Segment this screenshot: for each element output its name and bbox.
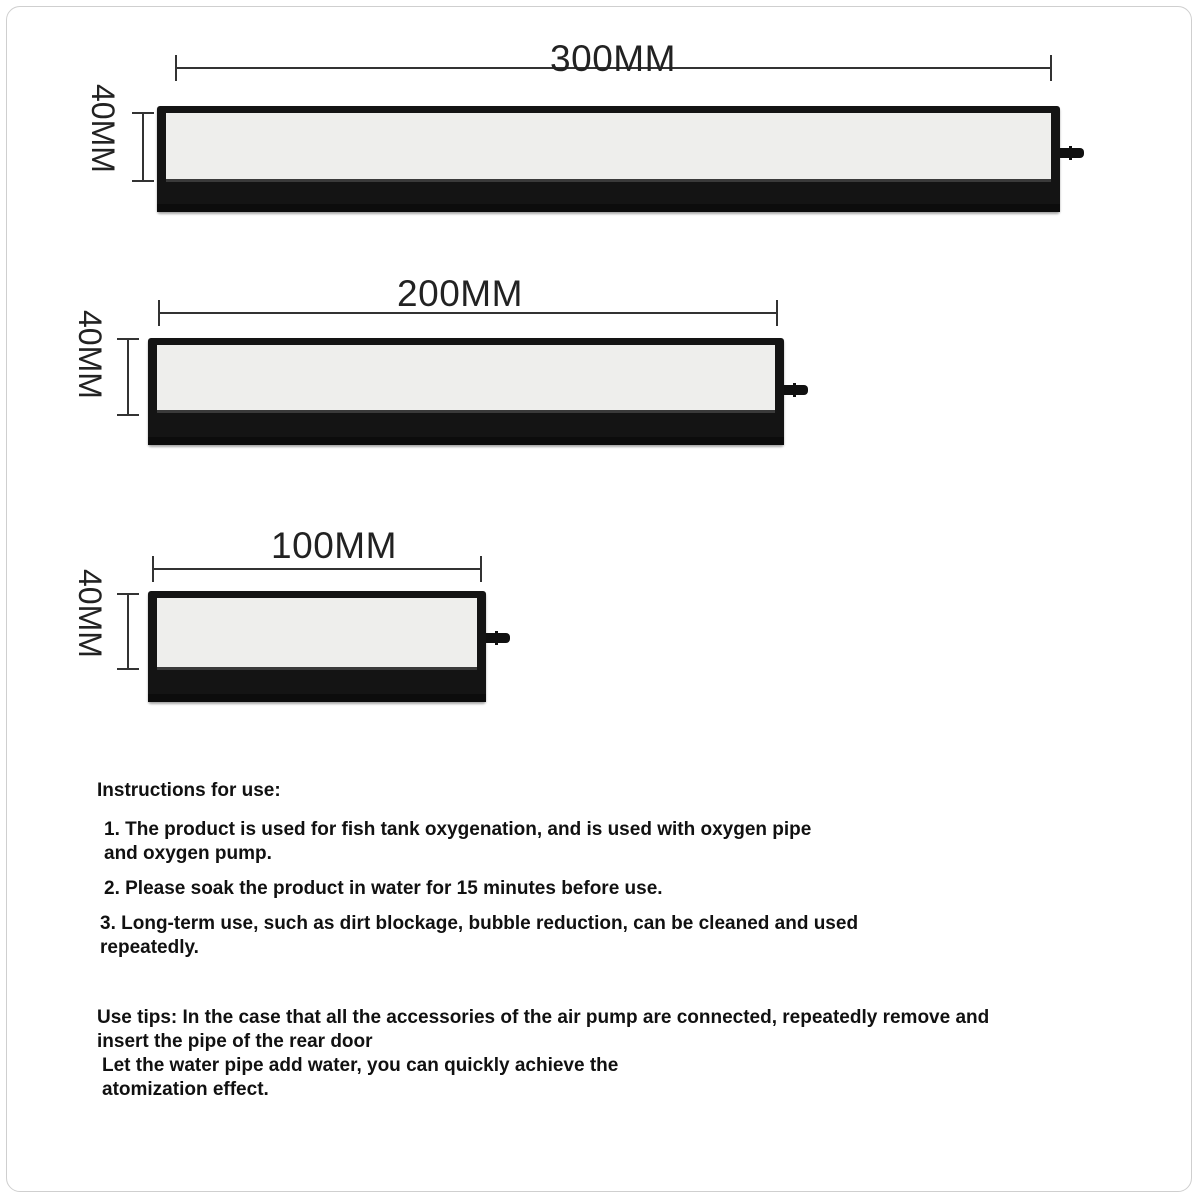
instruction-item-3: 3. Long-term use, such as dirt blockage, bubble reduction, can be cleaned and used repeatedly. xyxy=(100,913,859,958)
width-label: 40MM xyxy=(72,569,108,658)
use-tips-section xyxy=(97,1006,1107,1102)
width-label: 40MM xyxy=(85,84,121,173)
use-tips-line-3: Let the water pipe add water, you can quickly achieve the xyxy=(102,1055,619,1076)
length-label: 100MM xyxy=(271,525,397,566)
use-tips-line-4: atomization effect. xyxy=(102,1079,269,1100)
use-tips-line-1: Use tips: In the case that all the accessories of the air pump are connected, repeatedly remove and xyxy=(97,1007,990,1028)
instructions-title: Instructions for use: xyxy=(97,780,281,801)
instruction-item-1: 1. The product is used for fish tank oxygenation, and is used with oxygen pipe and oxygen pump. xyxy=(104,819,812,864)
length-label: 200MM xyxy=(397,273,523,314)
width-label: 40MM xyxy=(72,310,108,399)
width-dimension-line xyxy=(127,338,129,416)
instructions-section xyxy=(97,780,1097,971)
length-label: 300MM xyxy=(550,38,676,79)
air-stone-body xyxy=(148,338,784,445)
air-inlet-nozzle xyxy=(486,633,510,643)
air-inlet-nozzle xyxy=(1060,148,1084,158)
stone-porous-face xyxy=(157,345,775,413)
air-stone-body xyxy=(157,106,1060,212)
stone-porous-face xyxy=(166,113,1051,182)
stone-porous-face xyxy=(157,598,477,670)
length-dimension-line xyxy=(152,568,482,570)
air-inlet-nozzle xyxy=(784,385,808,395)
width-dimension-line xyxy=(142,112,144,182)
width-dimension-line xyxy=(127,593,129,670)
instruction-item-2: 2. Please soak the product in water for 15 minutes before use. xyxy=(104,878,663,899)
use-tips-line-2: insert the pipe of the rear door xyxy=(97,1031,373,1052)
air-stone-body xyxy=(148,591,486,702)
